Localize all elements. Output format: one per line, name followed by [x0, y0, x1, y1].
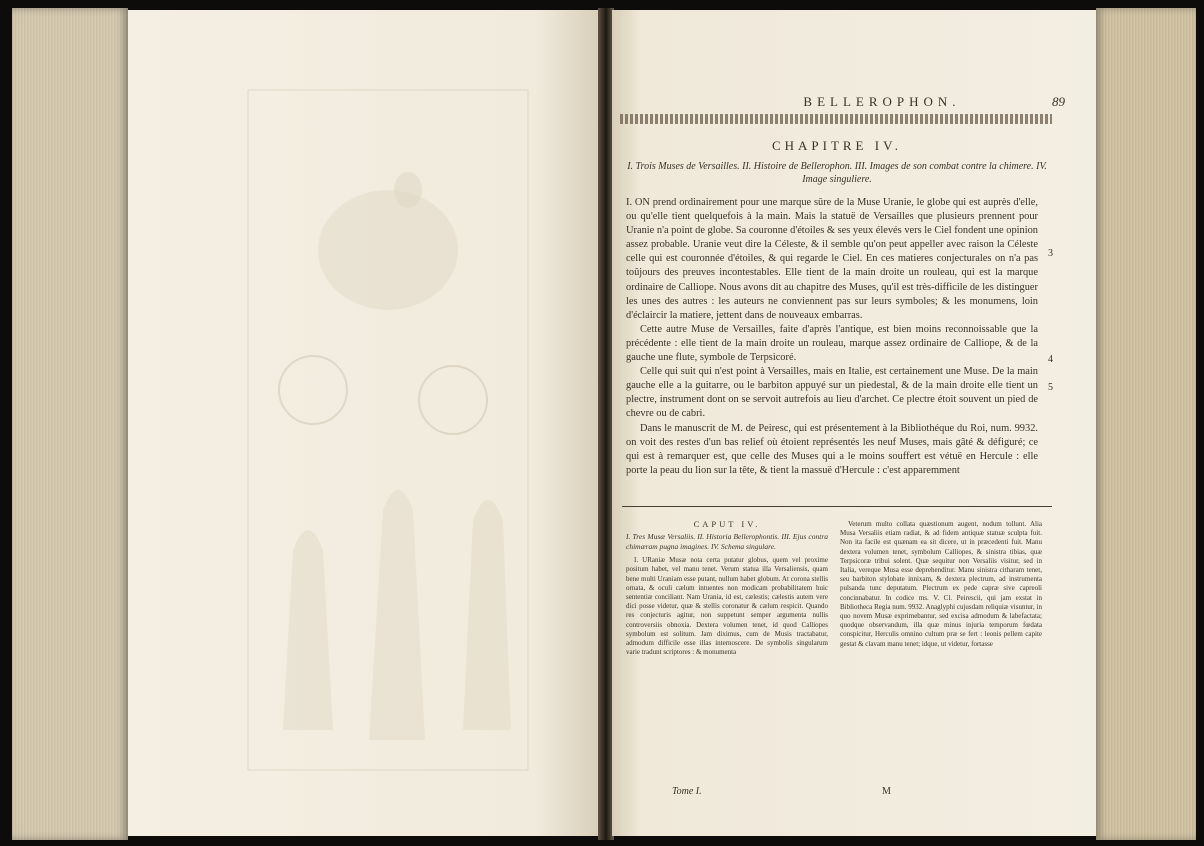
running-head: BELLEROPHON.: [803, 94, 961, 109]
page-number: 89: [1052, 94, 1065, 109]
paragraph-4: Dans le manuscrit de M. de Peiresc, qui est présentement à la Bibliothéque du Roi, num. 9932. on voit des restes d'un bas relief où étoient représentés les neuf Muses, mais gâté & défiguré; ce qui est à remarquer est, que celle des Muses qui a le moins souffert est vétuë en Hercule : elle porte la peau du lion sur la tête, & tient la massuë d'Hercule : c'est apparemment: [626, 422, 1038, 476]
paragraph-1: I. ON prend ordinairement pour une marque sûre de la Muse Uranie, le globe qui est auprès d'elle, ou qu'elle tient quelquefois à la main. Mais la statuë de Versailles que plusieurs prennent pour Uranie n'a point de globe. Sa couronne d'étoiles & ses yeux élevés vers le Ciel fondent une opinion assez probable. Uranie veut dire la Céleste, & il semble qu'on peut appeller avec raison la Céleste celle qui est couronnée d'étoiles, & qui regarde le Ciel. En ces matieres conjecturales on n'a pas toûjours des preuves incontestables. Elle tient de la main droite un rouleau, qui est la marque ordinaire de Calliope. Nous avons dit au chapitre des Muses, qu'il est très-difficile de les distinguer les unes des autres : les auteurs ne conviennent pas sur leurs symboles; & les monumens, loin d'éclaircir la matiere, jettent dans de nouveaux embarras.: [626, 197, 1038, 321]
left-page-plate: [128, 10, 606, 836]
right-page-text: [612, 10, 1096, 836]
latin-right-text: Veterum multo collata quæstionum augent, nodum tollunt. Alia Musa Versaliis etiam radiat, & ad fidem antiquæ statuæ sculpta fuit. Non ita facile est quænam ea sit dicere, ut in præcedenti fuit. Manu dextera volumen tenet, symbolum Calliopes, & sinistra tibias, quæ Terpsicoræ tribui solent. Quæ sequitur non Versaliis visitur, sed in Italia, vereque Musa esse deprehenditur. Manu sinistra citharam tenet, seu barbiton stylobate innixam, & dextera plectrum, ad instrumenta pulsanda tunc deputatum. Plectrum ex pede capræ sive capreoli concinnabatur. In codice ms. V. Cl. Peirescii, qui jam exstat in Bibliotheca Regia num. 9932. Anaglyphi cujusdam reliquiæ visuntur, in quo novem Musæ exprimebantur, sed excisa admodum & labefactata; quodque observandum, illa quæ minus injuria temporum fœdata conspicitur, Herculis omnino cultum præ se fert : leonis pellem capite gestat & clavam manu tenet; idque, ut videtur, fortasse: [840, 520, 1042, 648]
footer-tome: Tome I.: [672, 786, 702, 797]
header-ornament-band: [620, 114, 1052, 124]
paragraph-2: Cette autre Muse de Versailles, faite d'après l'antique, est bien moins reconnoissable que la précédente : elle tient de la main droite un rouleau, marque assez ordinaire de Calliope, & de la gauche une flute, symbole de Terpsicoré.: [626, 323, 1038, 364]
right-page-edges: [1096, 8, 1196, 840]
margin-number: 5: [1048, 382, 1053, 393]
left-page-edges: [12, 8, 128, 840]
engraved-plate-faint: [238, 80, 538, 780]
latin-summary: I. Tres Musæ Versaliis. II. Historia Bellerophontis. III. Ejus contra chimæram pugna imagines. IV. Schema singulare.: [626, 532, 828, 551]
footer-signature: M: [882, 786, 891, 797]
latin-right-column: [840, 520, 1042, 649]
section-rule: [622, 506, 1052, 507]
paragraph-3: Celle qui suit qui n'est point à Versailles, mais en Italie, est certainement une Muse. De la main gauche elle a la guitarre, ou le barbiton appuyé sur un piedestal, & de la main droite elle tient un plectre, instrument dont on se servoit autrefois au lieu d'archet. Ce plectre étoit souvent un pied de chevre ou de cabri.: [626, 366, 1038, 420]
open-book: [12, 8, 1196, 840]
chapter-summary: I. Trois Muses de Versailles. II. Histoire de Bellerophon. III. Images de son combat contre la chimere. IV. Image singuliere.: [627, 161, 1047, 185]
margin-number: 3: [1048, 248, 1053, 259]
latin-heading: CAPUT IV.: [693, 519, 761, 529]
chapter-title: CHAPITRE IV.: [771, 138, 903, 153]
latin-left-text: I. URaniæ Musæ nota certa putatur globus, quem vel proxime positum habet, vel manu tenet. Verum statua illa Versaliensis, quam bene multi Uraniam esse putant, nullum habet globum. At corona stellis ornata, & oculi cælum intuentes non modicam probabilitatem huic sententiæ conciliant. Nam Urania, id est, cælestis; cælestis autem vere dici posse videtur, quæ & stellis coronatur & cælum respicit. Quando res conjecturis agitur, non suppetunt semper argumenta nullis controversiis obnoxia. Dextera volumen tenet, id quod Calliopes symbolum est solitum. Jam diximus, cum de Musis tractabatur, admodum difficile esse illas internoscere. De symbolis singularum varie tradunt scriptores : & monumenta: [626, 556, 828, 657]
latin-left-column: [626, 520, 828, 657]
margin-number: 4: [1048, 354, 1053, 365]
french-body-text: [626, 196, 1038, 478]
